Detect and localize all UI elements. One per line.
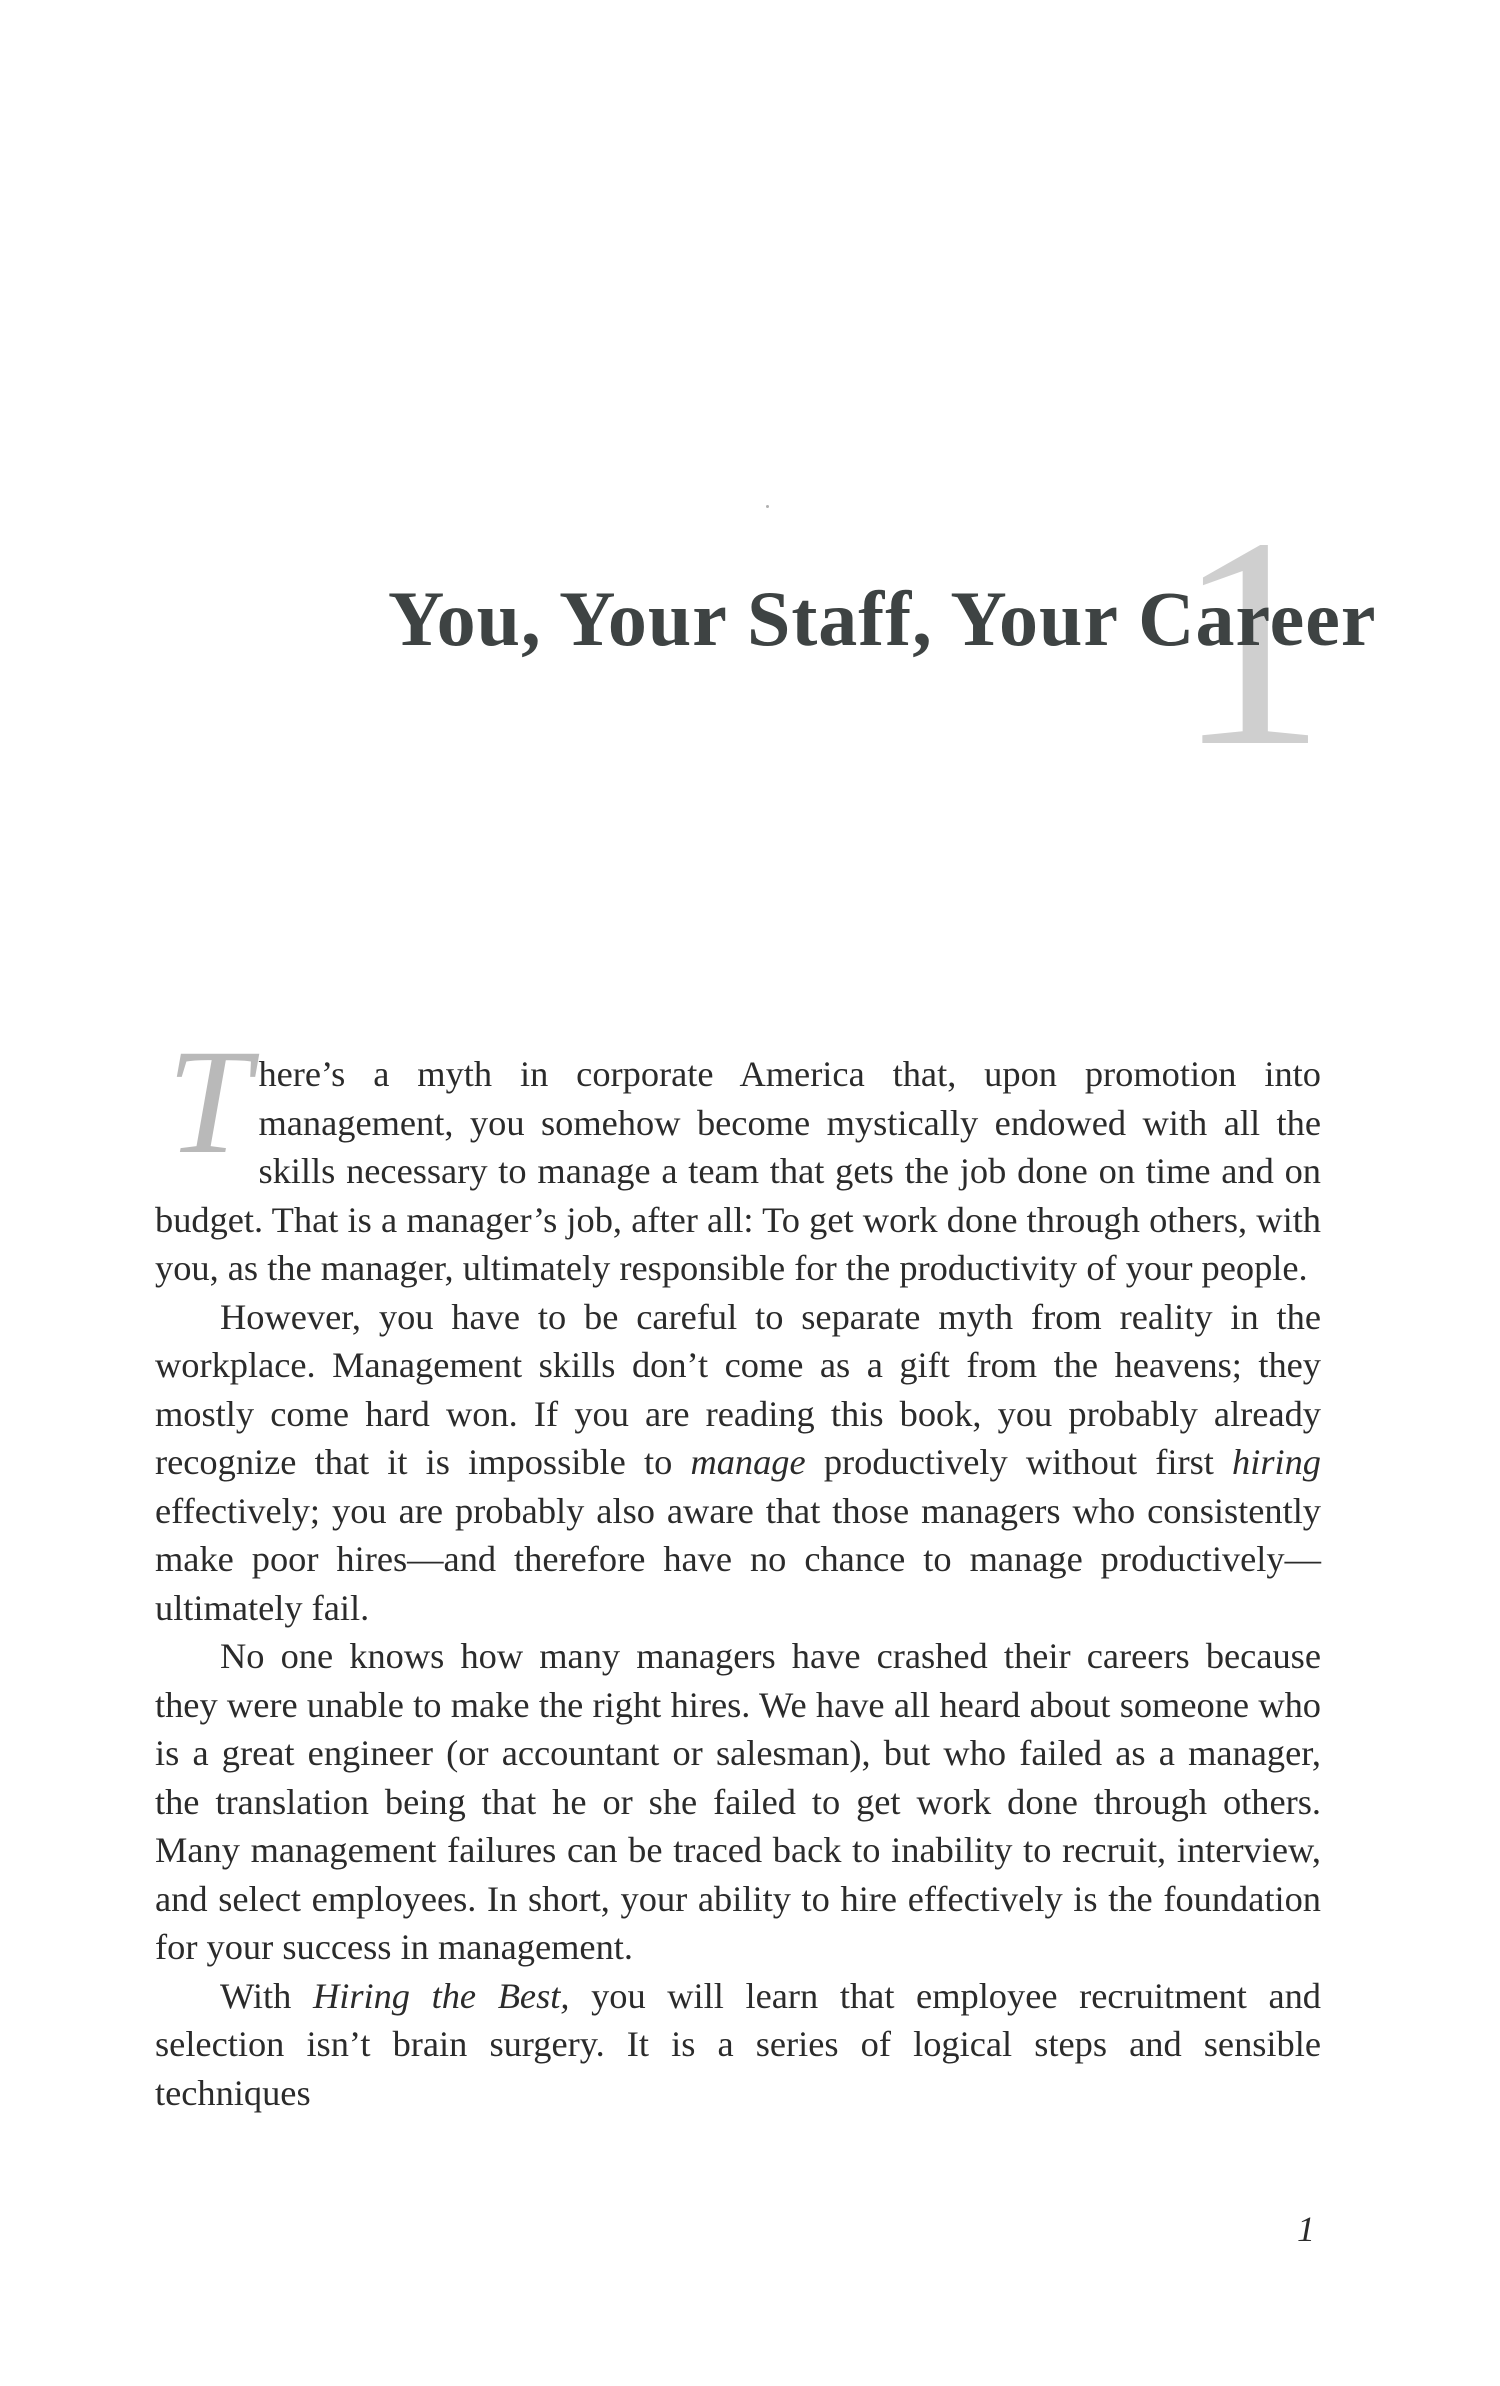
paragraph-2 xyxy=(155,1293,1321,1633)
paragraph-2-text-b: productively without first xyxy=(805,1442,1233,1482)
chapter-number: 1 xyxy=(1176,476,1326,808)
paragraph-4-text-a: With xyxy=(220,1975,313,2016)
scan-speck xyxy=(766,505,769,508)
paragraph-1-text: here’s a myth in corporate America that, upon promotion into management, you somehow become mystically endowed with all the skills necessary to manage a team that gets the job done on time and on budget. That is a manager’s job, after all: To get work done through others, with you, as the manager, ultimately responsible for the productivity of your people. xyxy=(155,1054,1321,1288)
paragraph-4-text-b: you will learn that employee recruitment and selection isn’t brain surgery. It is a series of logical steps and sensible techniques xyxy=(155,1975,1322,2113)
paragraph-2-text-a: However, you have to be careful to separate myth from reality in the workplace. Management skills don’t come as a gift from the heavens; they mostly come hard won. If you are reading this book, you probably already recognize that it is impossible to xyxy=(155,1296,1321,1482)
body-text xyxy=(155,1019,1322,2117)
chapter-title: You, Your Staff, Your Career xyxy=(388,575,1377,662)
page-number: 1 xyxy=(1297,2209,1315,2249)
emphasis-manage: manage xyxy=(690,1442,806,1482)
paragraph-1 xyxy=(155,1019,1321,1293)
drop-cap: T xyxy=(167,1019,251,1185)
paragraph-2-text-c: effectively; you are probably also aware that those managers who consistently make poor hires—and therefore have no chance to manage productively—ultimately fail. xyxy=(155,1490,1321,1628)
paragraph-4 xyxy=(155,1972,1321,2118)
book-title: Hiring the Best, xyxy=(312,1975,570,2016)
paragraph-3: No one knows how many managers have crashed their careers because they were unable to make the right hires. We have all heard about someone who is a great engineer (or accountant or salesman), but who failed as a manager, the translation being that he or she failed to get work done through others. Many management failures can be traced back to inability to recruit, interview, and select employees. In short, your ability to hire effectively is the foundation for your success in management. xyxy=(155,1636,1321,1967)
emphasis-hiring: hiring xyxy=(1232,1442,1321,1482)
